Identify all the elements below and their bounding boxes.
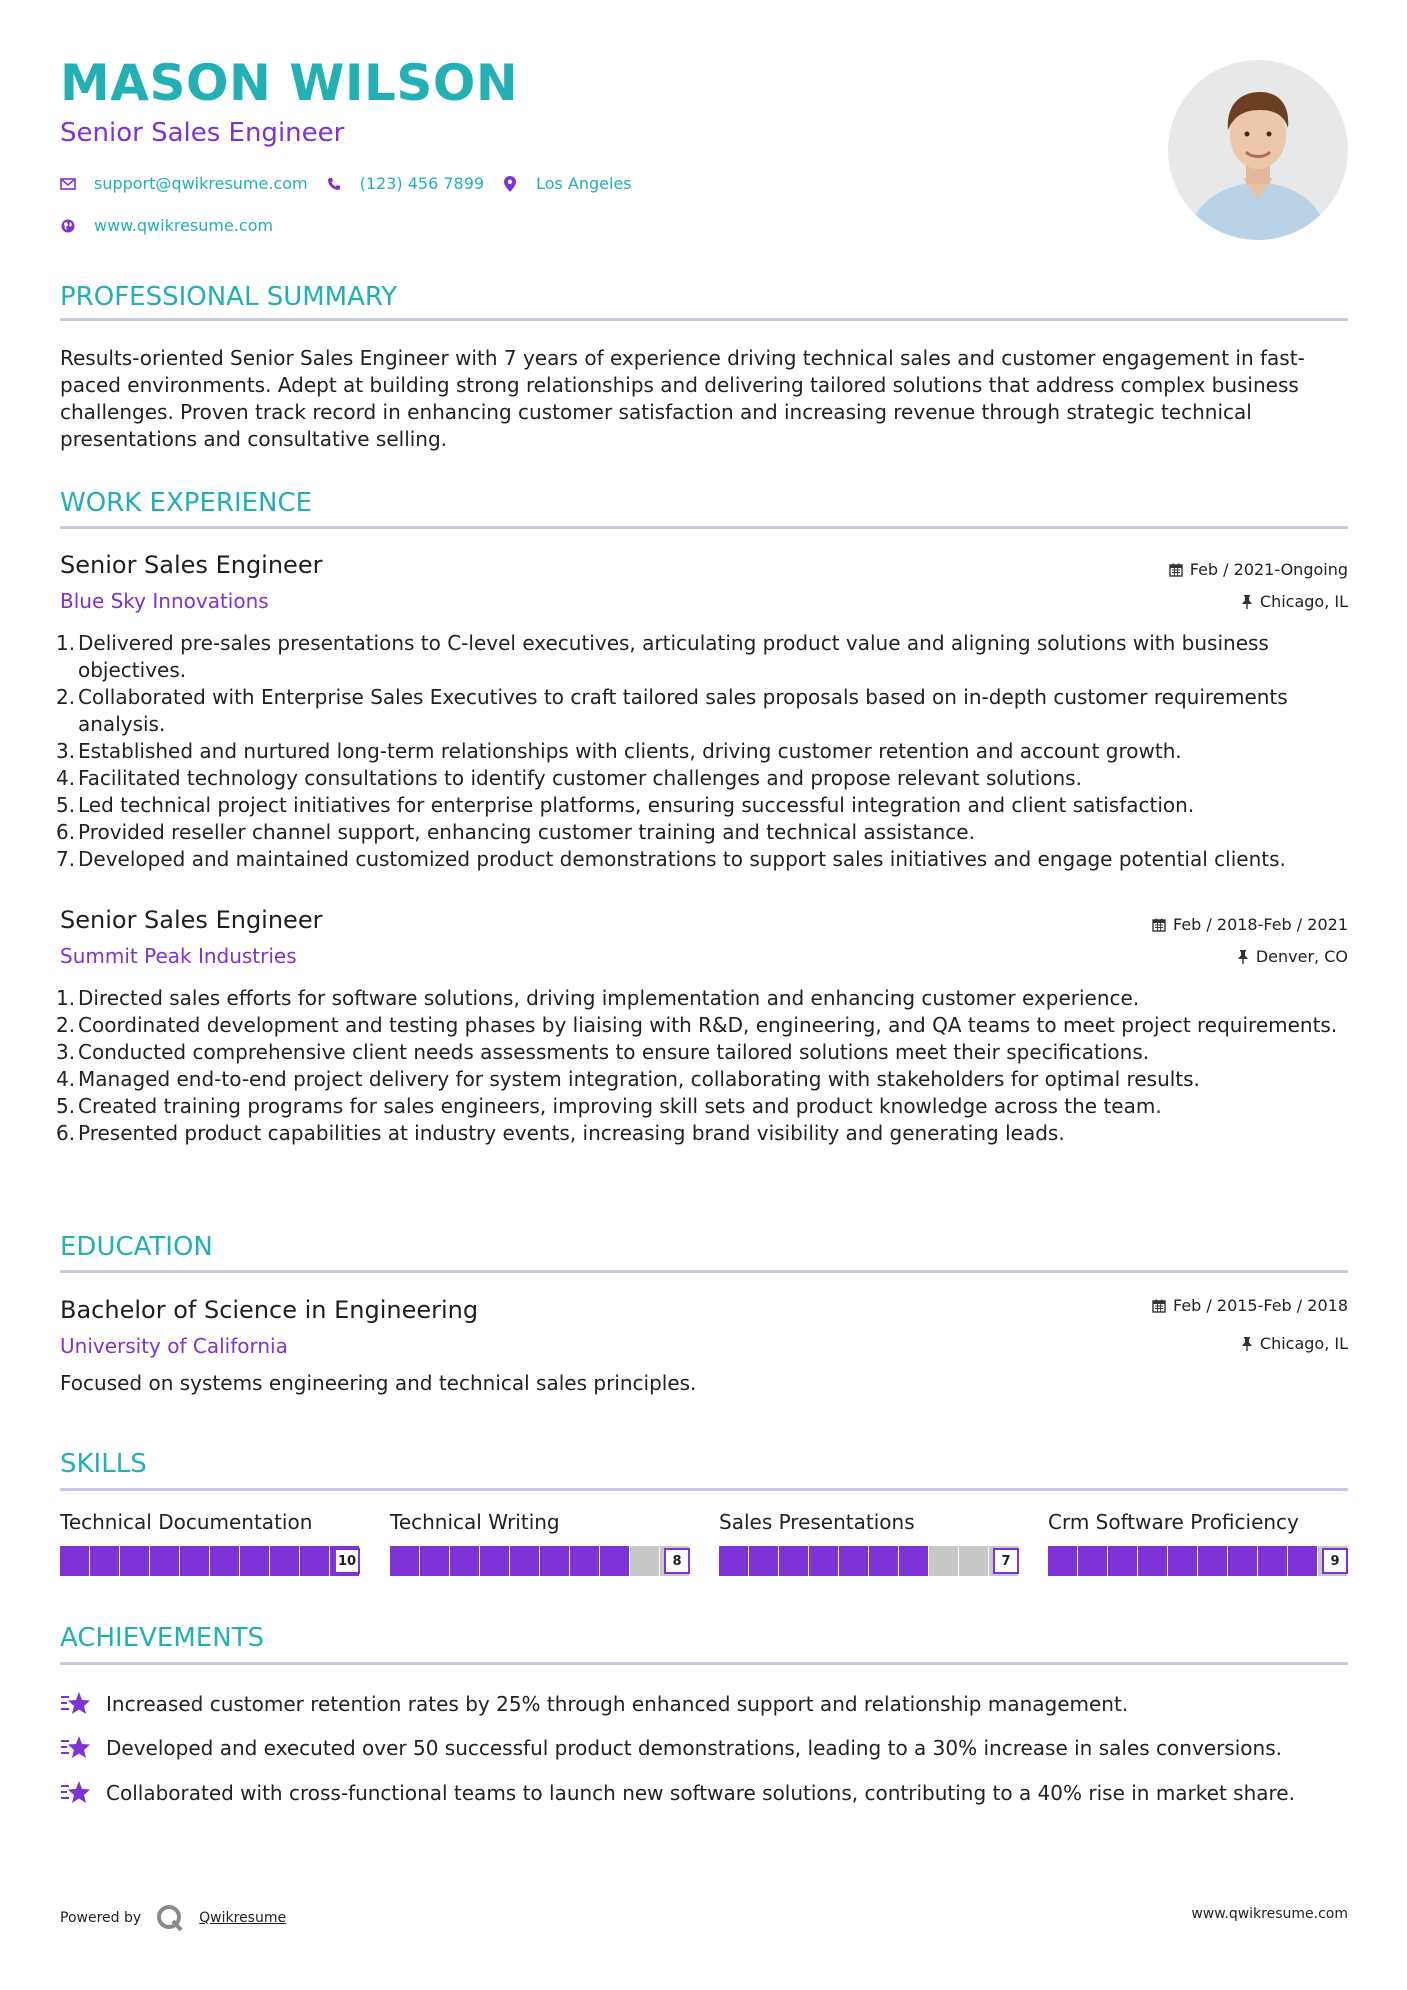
skill-bar-segment bbox=[929, 1546, 959, 1576]
skill-bar-segment bbox=[60, 1546, 90, 1576]
skill-bar-segments bbox=[1048, 1546, 1348, 1576]
skill-bar-segments bbox=[390, 1546, 690, 1576]
list-item: 2. Collaborated with Enterprise Sales Executives to craft tailored sales proposals based on in-depth customer requirements analysis. bbox=[56, 685, 1288, 736]
skill-bar-segment bbox=[809, 1546, 839, 1576]
skill-bar bbox=[60, 1546, 360, 1576]
map-pin-icon bbox=[502, 176, 518, 192]
profile-photo bbox=[1168, 60, 1348, 240]
skill-technical-documentation bbox=[60, 1512, 360, 1576]
list-item: 3. Conducted comprehensive client needs assessments to ensure tailored solutions meet their specifications. bbox=[56, 1040, 1150, 1064]
star-icon bbox=[60, 1779, 92, 1807]
skill-score-badge: 10 bbox=[334, 1548, 360, 1574]
email-item[interactable] bbox=[60, 176, 308, 192]
phone-item[interactable] bbox=[326, 176, 484, 192]
location-text: Los Angeles bbox=[536, 174, 632, 193]
skill-name: Crm Software Proficiency bbox=[1048, 1510, 1299, 1534]
skill-bar-segment bbox=[1138, 1546, 1168, 1576]
education-location-text: Chicago, IL bbox=[1259, 1334, 1348, 1353]
skill-bar-segment bbox=[899, 1546, 929, 1576]
list-item: 5. Led technical project initiatives for enterprise platforms, ensuring successful integration and client satisfaction. bbox=[56, 793, 1195, 817]
footer-website[interactable]: www.qwikresume.com bbox=[1191, 1906, 1348, 1922]
skill-bar-segments bbox=[60, 1546, 360, 1576]
achievement-text: Developed and executed over 50 successful product demonstrations, leading to a 30% increase in sales conversions. bbox=[106, 1736, 1282, 1760]
education-dates bbox=[1152, 1298, 1348, 1314]
skill-bar-segment bbox=[719, 1546, 749, 1576]
email-text: support@qwikresume.com bbox=[94, 174, 308, 193]
skill-bar-segment bbox=[150, 1546, 180, 1576]
skill-bar-segment bbox=[480, 1546, 510, 1576]
list-item: 2. Coordinated development and testing phases by liaising with R&D, engineering, and QA teams to meet project requirements. bbox=[56, 1013, 1338, 1037]
calendar-icon bbox=[1169, 563, 1183, 577]
skill-bar-segment bbox=[869, 1546, 899, 1576]
footer-powered-by bbox=[60, 1903, 286, 1933]
website-row bbox=[60, 218, 291, 234]
job-1-dates-text: Feb / 2021-Ongoing bbox=[1189, 560, 1348, 579]
list-item: 5. Created training programs for sales engineers, improving skill sets and product knowledge across the team. bbox=[56, 1094, 1162, 1118]
skill-bar-segment bbox=[450, 1546, 480, 1576]
candidate-title: Senior Sales Engineer bbox=[60, 118, 345, 148]
experience-heading: WORK EXPERIENCE bbox=[60, 488, 313, 518]
skill-bar bbox=[719, 1546, 1019, 1576]
skill-bar-segment bbox=[1228, 1546, 1258, 1576]
skill-bar-segment bbox=[1198, 1546, 1228, 1576]
star-icon bbox=[60, 1734, 92, 1762]
skill-bar-segment bbox=[1258, 1546, 1288, 1576]
achievement-text: Collaborated with cross-functional teams to launch new software solutions, contributing to a 40% rise in market share. bbox=[106, 1781, 1295, 1805]
brand-link[interactable]: Qwikresume bbox=[199, 1910, 287, 1926]
achievement-item bbox=[60, 1734, 1282, 1762]
education-description: Focused on systems engineering and technical sales principles. bbox=[60, 1371, 697, 1395]
skill-name: Technical Writing bbox=[390, 1510, 560, 1534]
job-2-dates-text: Feb / 2018-Feb / 2021 bbox=[1173, 915, 1348, 934]
skill-bar-segment bbox=[1108, 1546, 1138, 1576]
skill-bar-segment bbox=[390, 1546, 420, 1576]
skill-bar-segment bbox=[210, 1546, 240, 1576]
list-item: 4. Managed end-to-end project delivery for system integration, collaborating with stakeholders for optimal results. bbox=[56, 1067, 1200, 1091]
skills-divider bbox=[60, 1488, 1348, 1491]
skill-bar-segment bbox=[779, 1546, 809, 1576]
skill-crm-software-proficiency bbox=[1048, 1512, 1348, 1576]
phone-icon bbox=[326, 176, 342, 192]
powered-by-text: Powered by bbox=[60, 1910, 142, 1926]
skill-bar-segment bbox=[540, 1546, 570, 1576]
website-item[interactable] bbox=[60, 218, 273, 234]
website-text: www.qwikresume.com bbox=[94, 216, 274, 235]
summary-divider bbox=[60, 318, 1348, 321]
summary-text: Results-oriented Senior Sales Engineer with 7 years of experience driving technical sales and customer engagement in fast-paced environments. Adept at building strong relationships and delivering tailored solutions that address complex business challenges. Proven track record in enhancing customer satisfaction and increasing revenue through strategic technical presentations and consultative selling. bbox=[60, 346, 1305, 451]
phone-text: (123) 456 7899 bbox=[359, 174, 485, 193]
job-1-company: Blue Sky Innovations bbox=[60, 589, 269, 613]
skill-bar-segment bbox=[959, 1546, 989, 1576]
job-1-location bbox=[1241, 594, 1348, 610]
candidate-name: MASON WILSON bbox=[60, 54, 519, 112]
skill-score-badge: 8 bbox=[664, 1548, 690, 1574]
list-item: 7. Developed and maintained customized product demonstrations to support sales initiatives and engage potential clients. bbox=[56, 847, 1286, 871]
pushpin-icon bbox=[1241, 595, 1253, 609]
skill-bar-segment bbox=[600, 1546, 630, 1576]
qwikresume-logo-icon bbox=[155, 1903, 185, 1933]
skill-score-badge: 7 bbox=[993, 1548, 1019, 1574]
list-item: 1. Directed sales efforts for software solutions, driving implementation and enhancing customer experience. bbox=[56, 986, 1140, 1010]
skill-bar bbox=[1048, 1546, 1348, 1576]
skill-name: Technical Documentation bbox=[60, 1510, 313, 1534]
job-2-company: Summit Peak Industries bbox=[60, 944, 297, 968]
skill-bar-segment bbox=[1288, 1546, 1318, 1576]
achievement-item bbox=[60, 1779, 1295, 1807]
job-2-bullets bbox=[56, 985, 1356, 1147]
education-dates-text: Feb / 2015-Feb / 2018 bbox=[1173, 1296, 1348, 1315]
list-item: 6. Presented product capabilities at industry events, increasing brand visibility and generating leads. bbox=[56, 1121, 1065, 1145]
skill-bar-segment bbox=[120, 1546, 150, 1576]
education-school: University of California bbox=[60, 1334, 288, 1358]
skill-bar-segment bbox=[749, 1546, 779, 1576]
skill-bar-segment bbox=[839, 1546, 869, 1576]
skill-bar-segment bbox=[630, 1546, 660, 1576]
summary-heading: PROFESSIONAL SUMMARY bbox=[60, 282, 398, 312]
contact-row bbox=[60, 176, 650, 192]
skill-name: Sales Presentations bbox=[719, 1510, 915, 1534]
location-item bbox=[502, 176, 632, 192]
list-item: 4. Facilitated technology consultations to identify customer challenges and propose relevant solutions. bbox=[56, 766, 1082, 790]
calendar-icon bbox=[1152, 918, 1166, 932]
achievements-divider bbox=[60, 1662, 1348, 1665]
education-heading: EDUCATION bbox=[60, 1232, 213, 1262]
skill-bar-segment bbox=[90, 1546, 120, 1576]
job-2-title: Senior Sales Engineer bbox=[60, 906, 323, 934]
achievement-text: Increased customer retention rates by 25% through enhanced support and relationship management. bbox=[106, 1692, 1129, 1716]
skill-bar-segment bbox=[1168, 1546, 1198, 1576]
skill-bar-segment bbox=[300, 1546, 330, 1576]
star-icon bbox=[60, 1690, 92, 1718]
list-item: 6. Provided reseller channel support, enhancing customer training and technical assistance. bbox=[56, 820, 975, 844]
calendar-icon bbox=[1152, 1299, 1166, 1313]
skill-bar-segment bbox=[420, 1546, 450, 1576]
job-1-location-text: Chicago, IL bbox=[1259, 592, 1348, 611]
achievements-heading: ACHIEVEMENTS bbox=[60, 1623, 265, 1653]
job-1-bullets bbox=[56, 630, 1356, 873]
skill-bar-segment bbox=[510, 1546, 540, 1576]
globe-icon bbox=[60, 218, 76, 234]
skill-technical-writing bbox=[390, 1512, 690, 1576]
skill-bar-segment bbox=[570, 1546, 600, 1576]
achievement-item bbox=[60, 1690, 1128, 1718]
skills-heading: SKILLS bbox=[60, 1449, 147, 1479]
job-1-dates bbox=[1169, 562, 1348, 578]
list-item: 3. Established and nurtured long-term relationships with clients, driving customer retention and account growth. bbox=[56, 739, 1182, 763]
job-2-location bbox=[1237, 949, 1348, 965]
education-degree: Bachelor of Science in Engineering bbox=[60, 1296, 479, 1324]
skill-bar-segment bbox=[240, 1546, 270, 1576]
skill-bar-segment bbox=[1048, 1546, 1078, 1576]
skill-bar-segment bbox=[270, 1546, 300, 1576]
experience-divider bbox=[60, 526, 1348, 529]
education-divider bbox=[60, 1270, 1348, 1273]
job-1-title: Senior Sales Engineer bbox=[60, 551, 323, 579]
skill-score-badge: 9 bbox=[1322, 1548, 1348, 1574]
list-item: 1. Delivered pre-sales presentations to C-level executives, articulating product value and aligning solutions with business objectives. bbox=[56, 631, 1269, 682]
envelope-icon bbox=[60, 176, 76, 192]
pushpin-icon bbox=[1237, 950, 1249, 964]
skill-sales-presentations bbox=[719, 1512, 1019, 1576]
job-2-dates bbox=[1152, 917, 1348, 933]
skill-bar-segment bbox=[1078, 1546, 1108, 1576]
skill-bar-segments bbox=[719, 1546, 1019, 1576]
skill-bar-segment bbox=[180, 1546, 210, 1576]
job-2-location-text: Denver, CO bbox=[1255, 947, 1348, 966]
skill-bar bbox=[390, 1546, 690, 1576]
pushpin-icon bbox=[1241, 1337, 1253, 1351]
education-location bbox=[1241, 1336, 1348, 1352]
